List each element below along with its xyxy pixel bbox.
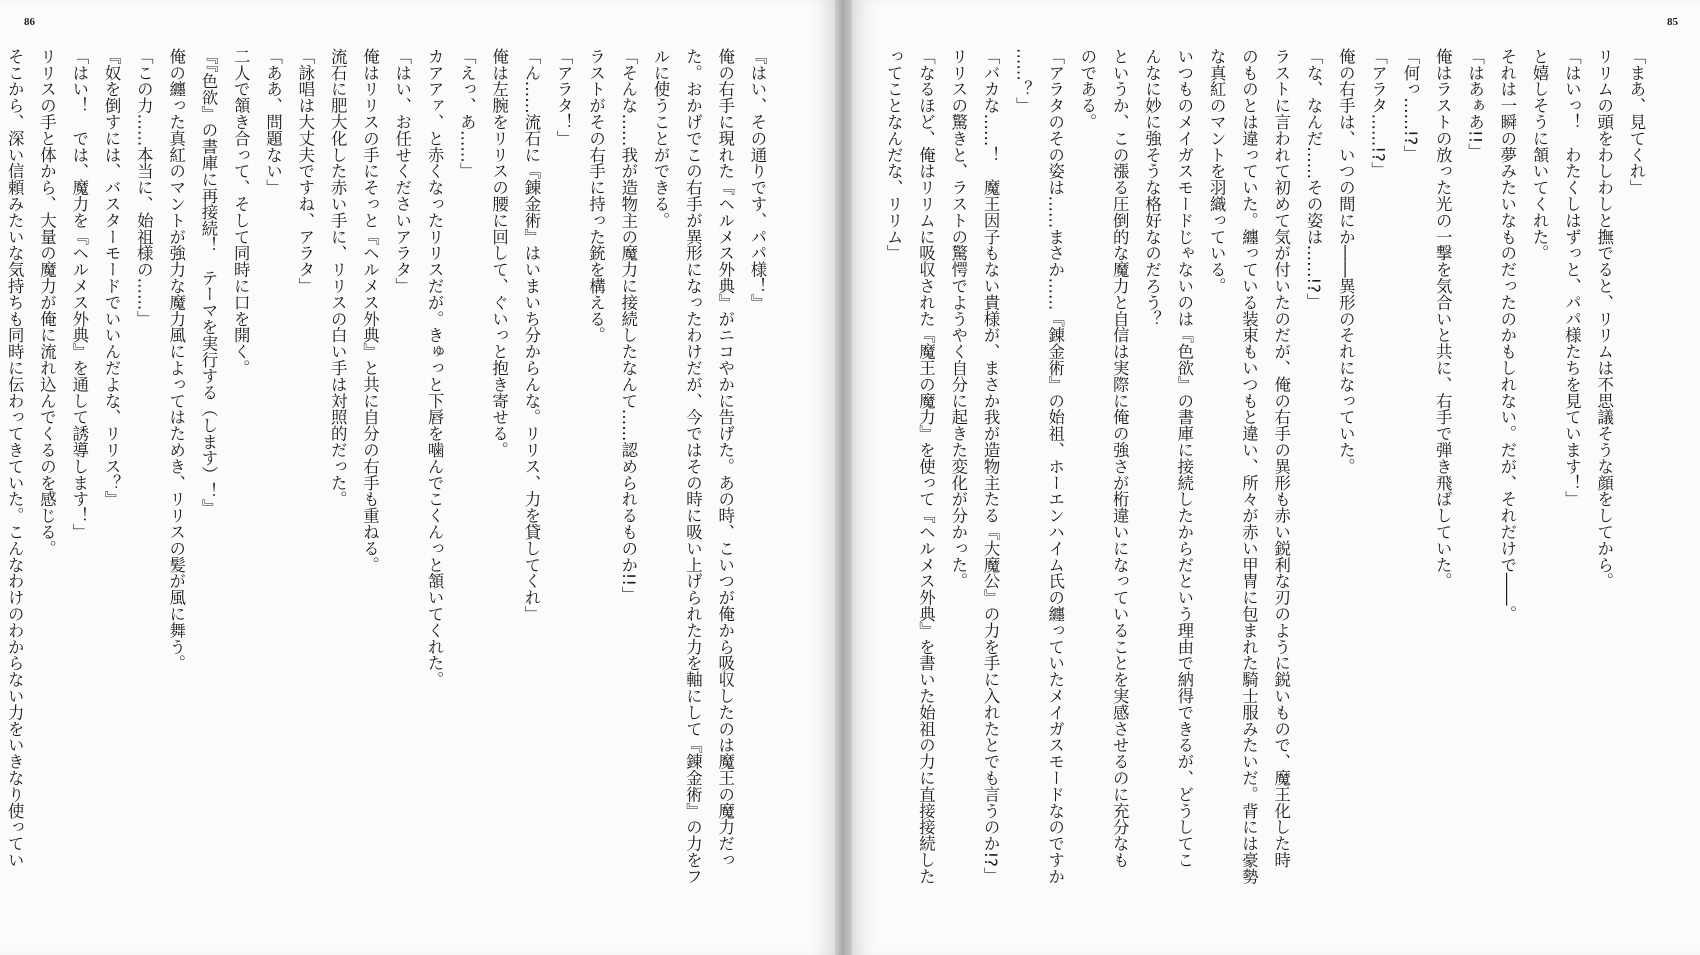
text-line: のである。 (1077, 48, 1097, 130)
book-gutter (835, 0, 852, 955)
text-line: 『『色欲』の書庫に再接続！ テーマを実行する（します）！』 (198, 48, 218, 516)
right-page (852, 0, 1700, 955)
text-line: 「バカな……！ 魔王因子もない貴様が、まさか我が造物主たる『大魔公』の力を手に入れたとでも言うのか!?」 (981, 48, 1001, 884)
text-line: 二人で頷き合って、そして同時に口を開く。 (231, 48, 251, 376)
text-line: そこから、深い信頼みたいな気持ちも同時に伝わってきていた。こんなわけのわからない力をいきなり使ってい (5, 48, 25, 868)
text-line: カアアァ、と赤くなったリリスだが。きゅっと下唇を噛んでこくんっと頷いてくれた。 (425, 48, 445, 688)
text-line: リリムの頭をわしわしと撫でると、リリムは不思議そうな顔をしてから。 (1594, 48, 1614, 590)
text-line: 「この力……本当に、始祖様の……」 (134, 48, 154, 327)
text-line: 「はいっ！ わたくしはずっと、パパ様たちを見ています！」 (1562, 48, 1582, 508)
text-line: 「なるほど、俺はリリムに吸収された『魔王の魔力』を使って『ヘルメス外典』を書いた始祖の力に直接接続した (916, 48, 936, 885)
text-line: 「何っ……!?」 (1400, 48, 1420, 162)
text-line: ってことなんだな、リリム」 (884, 48, 904, 262)
text-line: 「はあぁあ!!」 (1465, 48, 1485, 160)
text-line: 「アラタのその姿は……まさか……『錬金術』の始祖、ホーエンハイム氏の纏っていたメイガスモードなのですか (1045, 48, 1065, 885)
text-line: いつものメイガスモードじゃないのは『色欲』の書庫に接続したからだという理由で納得できるが、どうしてこ (1174, 48, 1194, 868)
text-line: というか、この漲る圧倒的な魔力と自信は実際に俺の強さが桁違いになっていることを実感させるのに充分なも (1110, 48, 1130, 868)
text-line: な真紅のマントを羽織っている。 (1207, 48, 1227, 294)
text-line: 「ああ、問題ない」 (263, 48, 283, 196)
text-line: と嬉しそうに頷いてくれた。 (1530, 48, 1550, 262)
text-line: 俺の右手に現れた『ヘルメス外典』がニコやかに告げた。あの時、こいつが俺から吸収したのは魔王の魔力だっ (715, 48, 735, 868)
text-line: ……？」 (1013, 48, 1033, 114)
vertical-text-block (877, 48, 1652, 928)
text-line: 「まあ、見てくれ」 (1627, 48, 1646, 196)
text-line: んなに妙に強そうな格好なのだろう？ (1142, 48, 1162, 327)
text-line: 「な、なんだ……その姿は……!?」 (1304, 48, 1324, 310)
text-line: リリスの手と体から、大量の魔力が俺に流れ込んでくるのを感じる。 (37, 48, 57, 557)
text-line: 俺の右手は、いつの間にか――異形のそれになっていた。 (1336, 48, 1356, 475)
text-line: 俺の纏った真紅のマントが強力な魔力風によってはためき、リリスの髪が風に舞う。 (166, 48, 186, 672)
text-line: 「ん……流石に『錬金術』はいまいち分からんな。リリス、力を貸してくれ」 (521, 48, 541, 622)
text-line: 俺は左腕をリリスの腰に回して、ぐいっと抱き寄せる。 (489, 48, 509, 458)
text-line: のものとは違っていた。纏っている装束もいつもと違い、所々が赤い甲冑に包まれた騎士服みたいだ。背には豪勢 (1239, 48, 1259, 885)
text-line: ラストがその右手に持った銃を構える。 (586, 48, 606, 344)
text-line: 「詠唱は大丈夫ですね、アラタ」 (295, 48, 315, 294)
text-line: 俺はリリスの手にそっと『ヘルメス外典』と共に自分の右手も重ねる。 (360, 48, 380, 573)
text-line: 「はい！ では、魔力を『ヘルメス外典』を通して誘導します！」 (69, 48, 89, 540)
text-line: 「アラタ！」 (554, 48, 574, 147)
text-line: リリスの驚きと、ラストの驚愕でようやく自分に起きた変化が分かった。 (948, 48, 968, 590)
left-page (0, 0, 835, 955)
text-line: 『はい、その通りです、パパ様！』 (748, 48, 767, 311)
text-line: 俺はラストの放った光の一撃を気合いと共に、右手で弾き飛ばしていた。 (1433, 48, 1453, 590)
text-line: 「アラタ……!?」 (1368, 48, 1388, 179)
text-line: 『奴を倒すには、バスターモードでいいんだよな、リリス？』 (102, 48, 122, 508)
text-line: た。おかげでこの右手が異形になったわけだが、今ではその時に吸い上げられた力を軸にして『錬金術』の力をフ (683, 48, 703, 885)
page-number: 85 (1667, 16, 1678, 28)
text-line: ラストに言われて初めて気が付いたのだが、俺の右手の異形も赤い鋭利な刃のように鋭いもので、魔王化した時 (1271, 48, 1291, 868)
page-number: 86 (24, 16, 35, 28)
text-line: 「そんな……我が造物主の魔力に接続したなんて……認められるものか!!」 (618, 48, 638, 603)
text-line: ルに使うことができる。 (651, 48, 671, 229)
vertical-text-block (0, 48, 773, 928)
text-line: 「えっ、あ……」 (457, 48, 477, 180)
text-line: 流石に肥大化した赤い手に、リリスの白い手は対照的だった。 (328, 48, 348, 508)
text-line: 「はい、お任せくださいアラタ」 (392, 48, 412, 294)
text-line: それは一瞬の夢みたいなものだったのかもしれない。だが、それだけで――。 (1497, 48, 1517, 622)
